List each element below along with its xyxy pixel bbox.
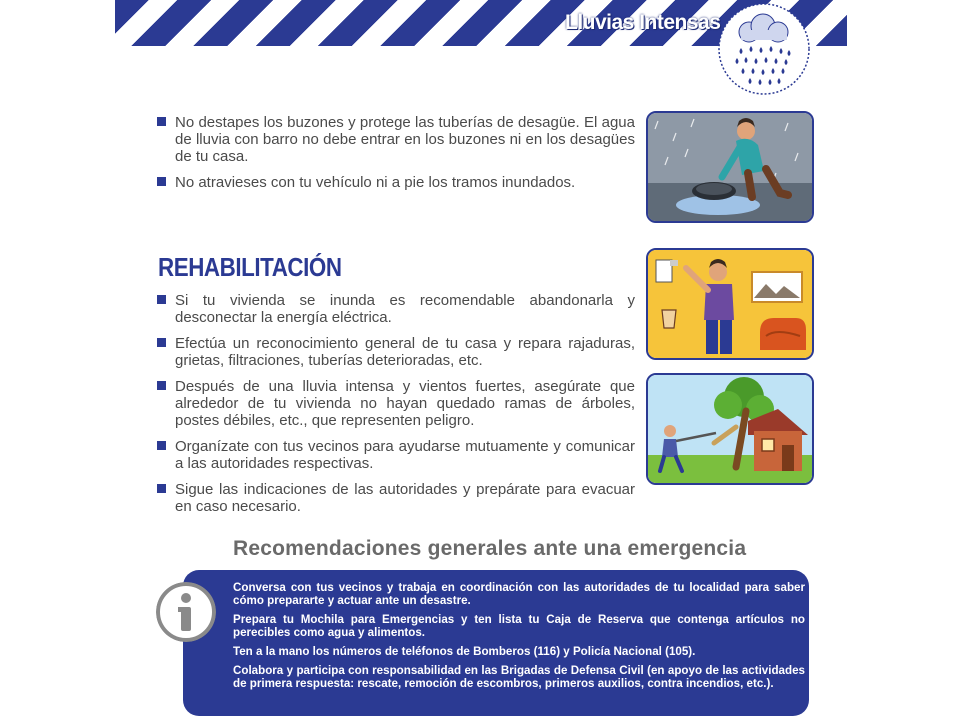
list-item: Después de una lluvia intensa y vientos fuertes, asegúrate que alrededor de tu vivienda no hayan quedado ramas de árboles, postes débiles, etc., que representen peligro. [157, 378, 635, 429]
list-item: Efectúa un reconocimiento general de tu casa y repara rajaduras, grietas, filtraciones, tuberías deterioradas, etc. [157, 335, 635, 369]
list-item: Ten a la mano los números de teléfonos de Bomberos (116) y Policía Nacional (105). [233, 645, 696, 658]
list-item: No destapes los buzones y protege las tuberías de desagüe. El agua de lluvia con barro no debe entrar en los buzones ni en los desagües de tu casa. [157, 114, 635, 165]
recommendations-title: Recomendaciones generales ante una emergencia [233, 537, 747, 560]
info-icon [156, 582, 216, 642]
list-item: No atravieses con tu vehículo ni a pie los tramos inundados. [157, 174, 635, 191]
bullet-square-icon [157, 338, 166, 347]
recommendations-list [233, 581, 805, 696]
list-item: Si tu vivienda se inunda es recomendable abandonarla y desconectar la energía eléctrica. [157, 292, 635, 326]
fallen-tree-illustration [646, 373, 814, 485]
bullet-square-icon [157, 441, 166, 450]
drain-rain-illustration [646, 111, 814, 223]
rain-cloud-icon [717, 2, 811, 96]
document-page [115, 0, 847, 720]
list-item: Prepara tu Mochila para Emergencias y ten lista tu Caja de Reserva que contenga artículos no perecibles como agua y alimentos. [233, 613, 805, 639]
drainage-safety-list [157, 114, 635, 200]
bullet-square-icon [157, 381, 166, 390]
list-item: Conversa con tus vecinos y trabaja en coordinación con las autoridades de tu localidad para saber cómo prepararte y actuar ante un desastre. [233, 581, 805, 607]
list-item: Organízate con tus vecinos para ayudarse mutuamente y comunicar a las autoridades respectivas. [157, 438, 635, 472]
bullet-square-icon [157, 177, 166, 186]
bullet-square-icon [157, 117, 166, 126]
bullet-square-icon [157, 295, 166, 304]
cleaning-home-illustration [646, 248, 814, 360]
list-item: Colabora y participa con responsabilidad en las Brigadas de Defensa Civil (en apoyo de las actividades de primera respuesta: rescate, remoción de escombros, primeros auxilios, contra incendios, etc.). [233, 664, 805, 690]
list-item: Sigue las indicaciones de las autoridades y prepárate para evacuar en caso necesario. [157, 481, 635, 515]
rehabilitation-list [157, 292, 635, 524]
bullet-square-icon [157, 484, 166, 493]
section-heading: REHABILITACIÓN [158, 252, 342, 282]
header-title: Lluvias Intensas [565, 11, 721, 34]
